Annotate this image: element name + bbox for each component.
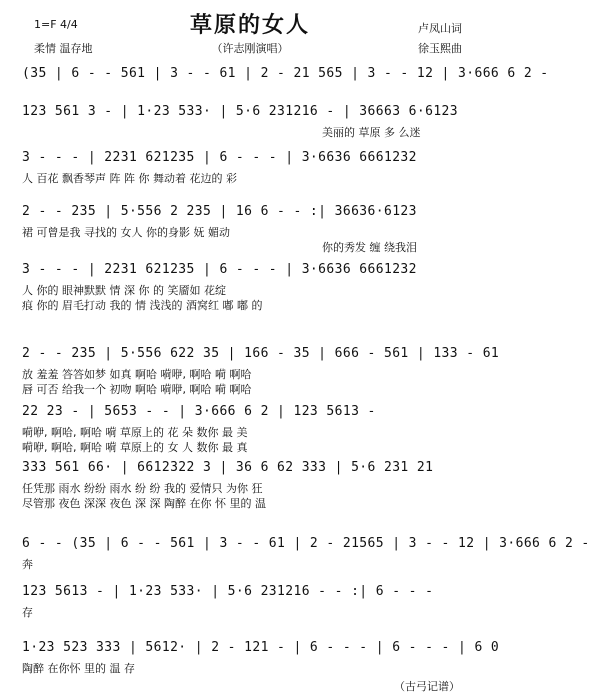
notation-line: (35 | 6 - - 561 | 3 - - 61 | 2 - 21 565 | 3 - - 12 | 3·666 6 2 - xyxy=(22,66,549,81)
lyric-line: 放 羞羞 答答如梦 如真 啊哈 嗬咿, 啊哈 嗬 啊哈 xyxy=(22,368,252,381)
notation-line: 2 - - 235 | 5·556 622 35 | 166 - 35 | 666 - 561 | 133 - 61 xyxy=(22,346,500,361)
notation-line: 2 - - 235 | 5·556 2 235 | 16 6 - - :| 36636·6123 xyxy=(22,204,417,219)
lyric-line: 裙 可曾是我 寻找的 女人 你的身影 妩 媚动 xyxy=(22,226,230,239)
lyric-line: 尽管那 夜色 深深 夜色 深 深 陶醉 在你 怀 里的 温 xyxy=(22,497,266,510)
notation-line: 6 - - (35 | 6 - - 561 | 3 - - 61 | 2 - 21565 | 3 - - 12 | 3·666 6 2 - xyxy=(22,536,590,551)
key-signature: 1=F 4/4 xyxy=(34,18,78,31)
notation-line: 123 5613 - | 1·23 533· | 5·6 231216 - - :| 6 - - - xyxy=(22,584,434,599)
lyric-line: 陶醉 在你怀 里的 温 存 xyxy=(22,662,135,675)
performer-subtitle: （许志刚演唱） xyxy=(211,42,289,55)
composer-credit: 徐玉熙曲 xyxy=(418,42,462,55)
lyric-line: 任凭那 雨水 纷纷 雨水 纷 纷 我的 爱情只 为你 狂 xyxy=(22,482,263,495)
lyric-line: 人 百花 飘香琴声 阵 阵 你 舞动着 花边的 彩 xyxy=(22,172,237,185)
notation-line: 123 561 3 - | 1·23 533· | 5·6 231216 - | 36663 6·6123 xyxy=(22,104,459,119)
notation-line: 333 561 66· | 6612322 3 | 36 6 62 333 | 5·6 231 21 xyxy=(22,460,434,475)
notation-line: 3 - - - | 2231 621235 | 6 - - - | 3·6636 6661232 xyxy=(22,262,417,277)
lyric-line: 嗬咿, 啊哈, 啊哈 嗬 草原上的 花 朵 数你 最 美 xyxy=(22,426,248,439)
lyric-line: 痕 你的 眉毛打动 我的 情 浅浅的 酒窝红 嘟 嘟 的 xyxy=(22,299,263,312)
lyric-line: 奔 xyxy=(22,558,33,571)
lyric-line: 嗬咿, 啊哈, 啊哈 嗬 草原上的 女 人 数你 最 真 xyxy=(22,441,248,454)
notation-line: 1·23 523 333 | 5612· | 2 - 121 - | 6 - - - | 6 - - - | 6 0 xyxy=(22,640,500,655)
lyric-line: 唇 可否 给我一个 初吻 啊哈 嗬咿, 啊哈 嗬 啊哈 xyxy=(22,383,252,396)
lyric-line: 存 xyxy=(22,606,33,619)
lyric-line: 人 你的 眼神默默 情 深 你 的 笑靥如 花绽 xyxy=(22,284,226,297)
notation-line: 3 - - - | 2231 621235 | 6 - - - | 3·6636 6661232 xyxy=(22,150,417,165)
transcriber-credit: （古弓记谱） xyxy=(394,680,460,693)
song-title: 草原的女人 xyxy=(189,12,310,38)
lyric-line: 美丽的 草原 多 么迷 xyxy=(322,126,421,139)
notation-line: 22 23 - | 5653 - - | 3·666 6 2 | 123 5613 - xyxy=(22,404,376,419)
tempo-marking: 柔情 温存地 xyxy=(34,42,93,55)
lyricist-credit: 卢凤山词 xyxy=(418,22,462,35)
lyric-line: 你的秀发 缠 绕我泪 xyxy=(322,241,417,254)
